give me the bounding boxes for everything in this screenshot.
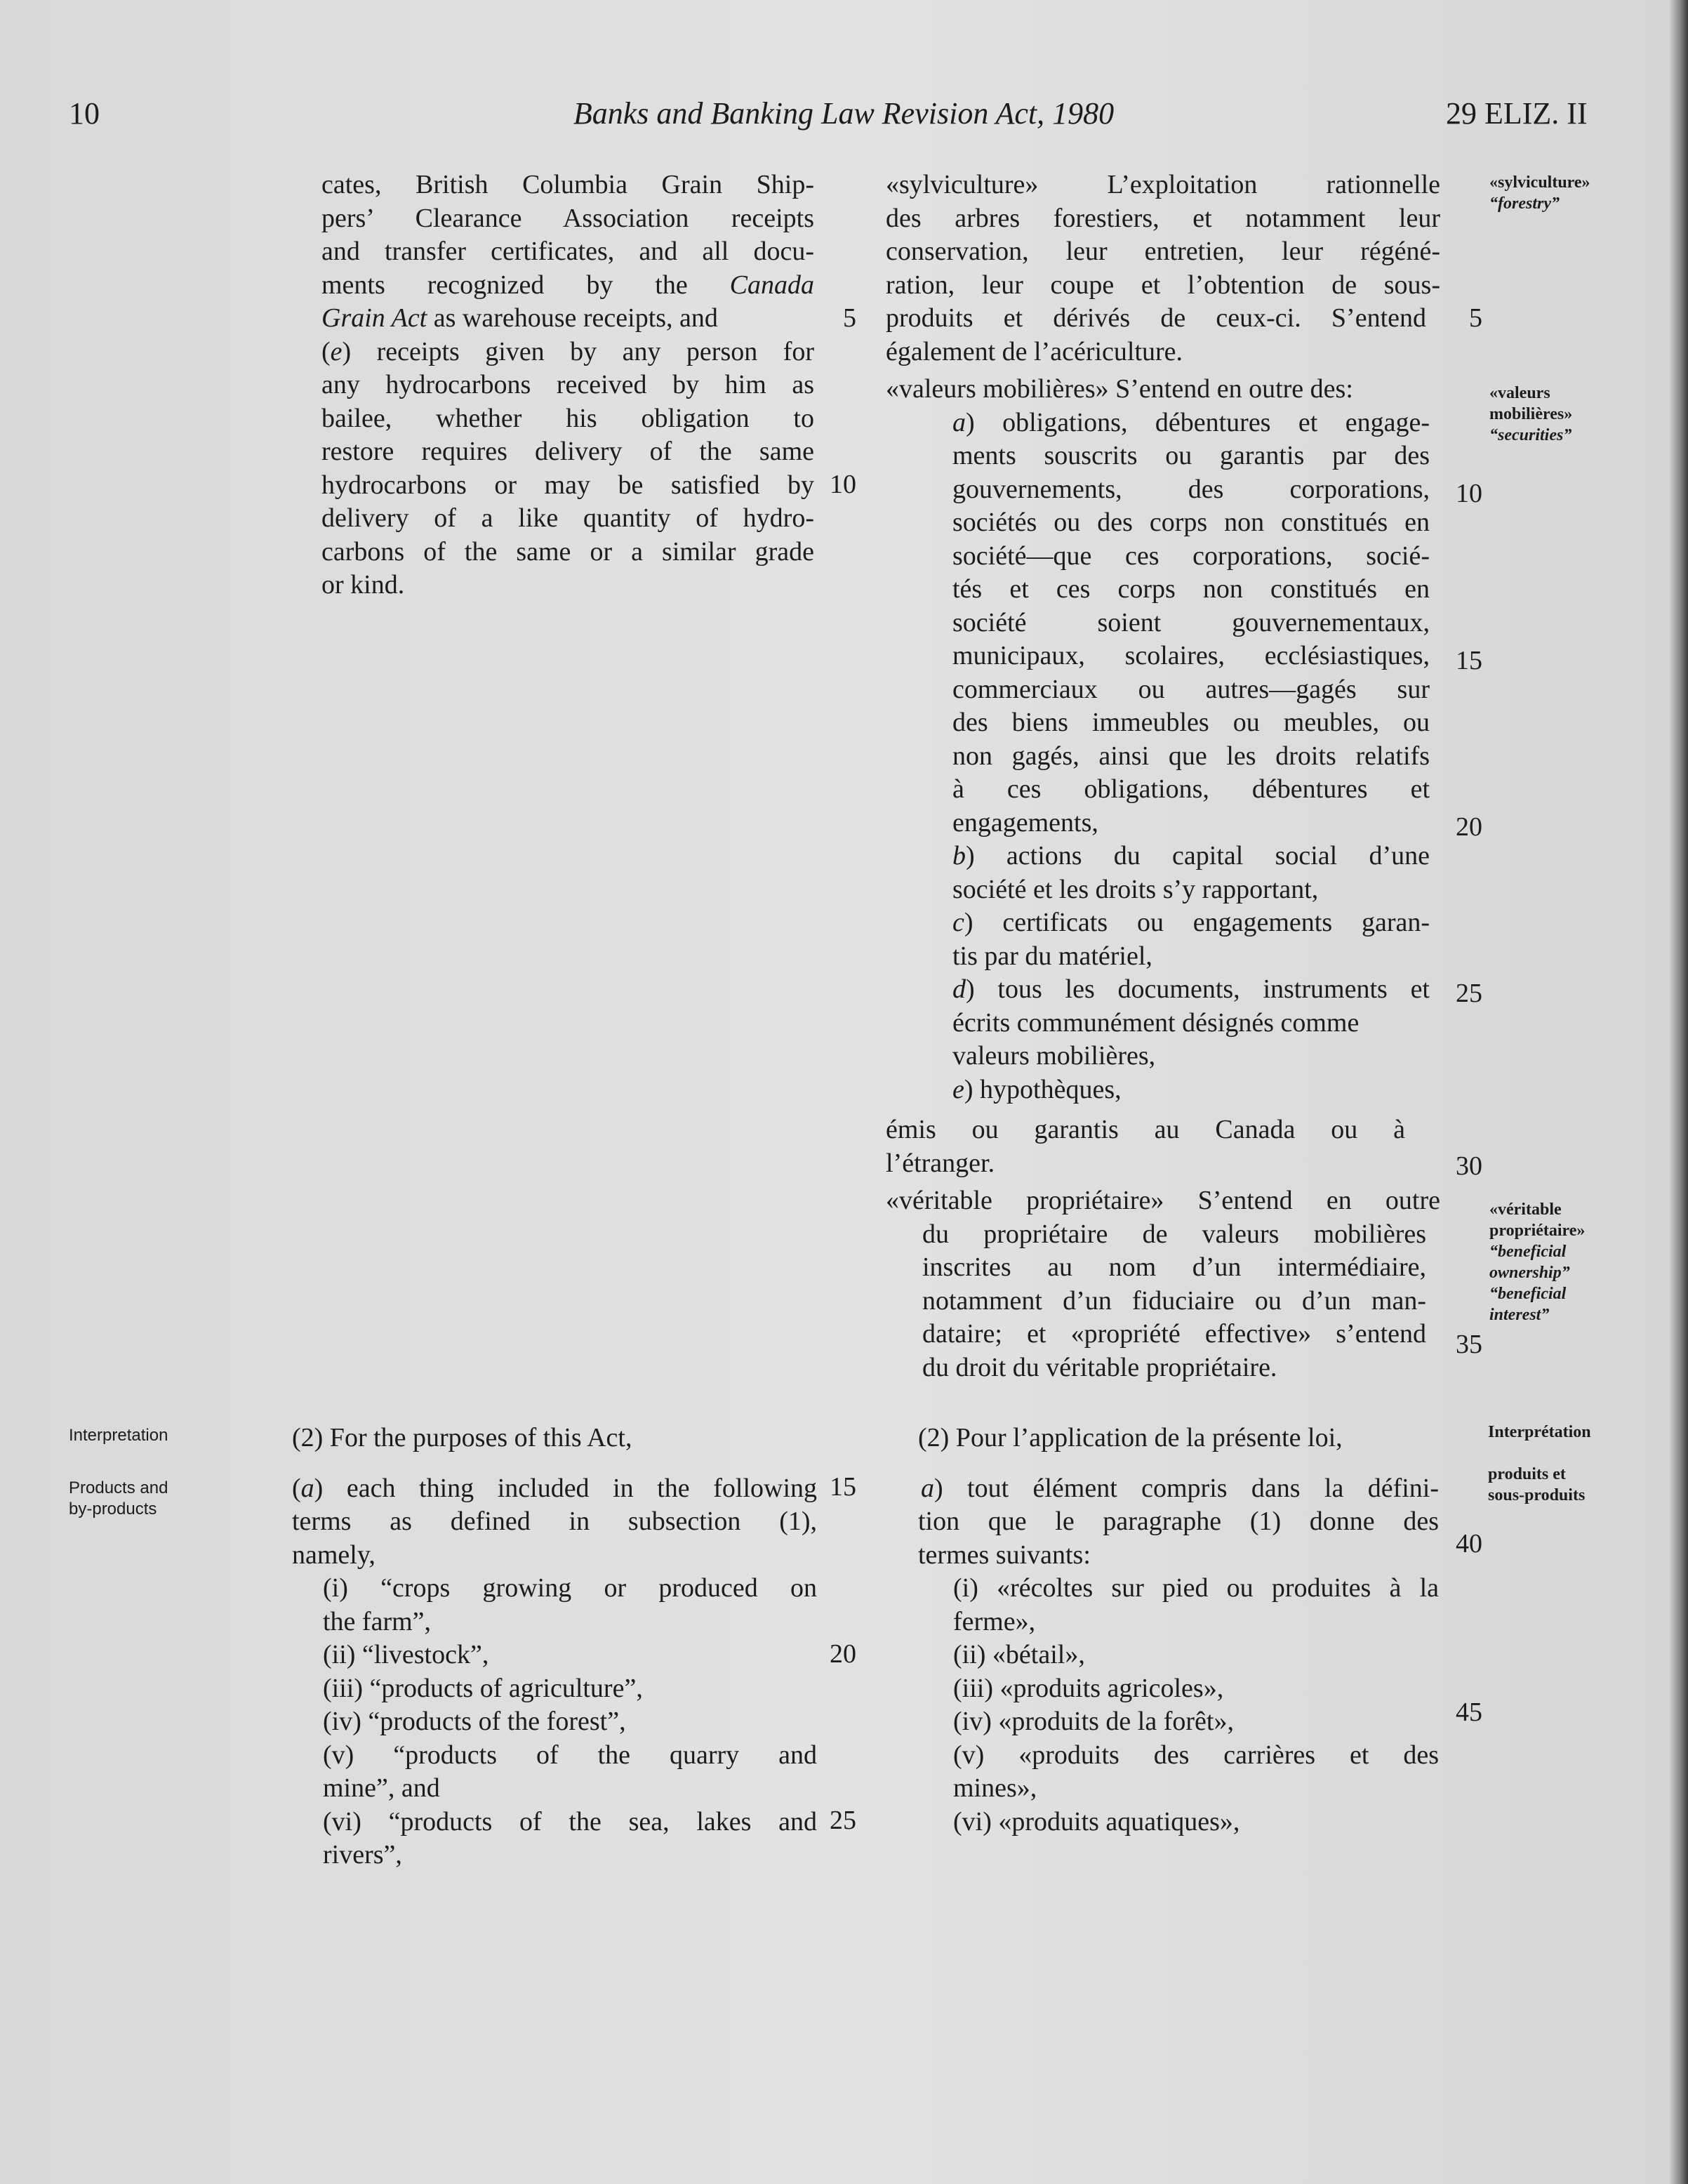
text-line: Grain Act as warehouse receipts, and [321, 303, 718, 333]
line-number: 35 [1456, 1330, 1482, 1359]
margin-note-produits [1488, 1464, 1585, 1506]
margin-term: «sylviculture» [1489, 173, 1590, 192]
line-number: 10 [1456, 479, 1482, 508]
text-line: notamment d’un fiduciaire ou d’un man- [922, 1285, 1426, 1316]
text-line: any hydrocarbons received by him as [321, 370, 814, 399]
line-number: 25 [1456, 979, 1482, 1008]
text-line: and transfer certificates, and all docu- [321, 237, 814, 266]
margin-term: produits et [1488, 1465, 1566, 1483]
text-line: (ii) «bétail», [953, 1640, 1085, 1669]
text-line: mines», [953, 1773, 1037, 1803]
text-line: gouvernements, des corporations, [952, 474, 1430, 504]
text-line: l’étranger. [886, 1148, 995, 1178]
text-line: société et les droits s’y rapportant, [952, 874, 1319, 904]
english-bottom-column [289, 1422, 817, 1872]
text-line: (i) «récoltes sur pied ou produites à la [953, 1573, 1439, 1603]
text-line: terms as defined in subsection (1), [292, 1507, 817, 1536]
text-line: (e) receipts given by any person for [321, 336, 814, 366]
text-line: (iii) “products of agriculture”, [323, 1673, 643, 1703]
text-line: du droit du véritable propriétaire. [922, 1352, 1277, 1382]
text-line: écrits communément désignés comme [952, 1007, 1360, 1038]
margin-english-term: interest” [1489, 1306, 1550, 1324]
text-line: (vi) «produits aquatiques», [953, 1806, 1240, 1836]
text-line: (ii) “livestock”, [323, 1640, 489, 1669]
margin-note-interpretation-en: Interpretation [69, 1426, 168, 1445]
text-line: des biens immeubles ou meubles, ou [952, 708, 1430, 737]
text-line: «valeurs mobilières» S’entend en outre des: [886, 374, 1353, 404]
text-line: du propriétaire de valeurs mobilières [922, 1219, 1426, 1249]
text-line: tion que le paragraphe (1) donne des [918, 1507, 1439, 1536]
text-line: inscrites au nom d’un intermédiaire, [922, 1252, 1426, 1282]
text-line: (2) Pour l’application de la présente loi, [918, 1423, 1343, 1452]
page-number: 10 [69, 96, 100, 131]
line-number: 40 [1456, 1529, 1482, 1558]
text-line: émis ou garantis au Canada ou à [886, 1115, 1405, 1144]
page-binding-edge [1670, 0, 1688, 2184]
text-line: commerciaux ou autres—gagés sur [952, 674, 1430, 704]
text-line: b) actions du capital social d’une [952, 841, 1430, 871]
text-line: «véritable propriétaire» S’entend en outre [886, 1186, 1440, 1215]
text-line: produits et dérivés de ceux-ci. S’entend [886, 303, 1426, 333]
text-line: hydrocarbons or may be satisfied by [321, 470, 814, 500]
text-line: ments recognized by the Canada [321, 270, 814, 300]
line-number: 45 [1456, 1697, 1482, 1727]
text-line: the farm”, [323, 1606, 432, 1636]
line-number: 15 [1456, 646, 1482, 675]
text-line: a) tout élément compris dans la défini- [921, 1473, 1439, 1503]
text-line: (v) “products of the quarry and [323, 1740, 817, 1770]
line-number: 5 [1469, 303, 1482, 333]
margin-term: «valeurs [1489, 384, 1550, 402]
running-title: Banks and Banking Law Revision Act, 1980 [573, 96, 1115, 131]
text-line: (a) each thing included in the following [292, 1473, 817, 1503]
text-line: namely, [292, 1540, 376, 1570]
margin-term: mobilières» [1489, 405, 1573, 423]
text-line: (iii) «produits agricoles», [953, 1673, 1224, 1703]
regnal-year: 29 ELIZ. II [1446, 96, 1588, 131]
margin-english-term: “beneficial [1489, 1285, 1567, 1303]
text-line: valeurs mobilières, [952, 1041, 1156, 1071]
text-line: (2) For the purposes of this Act, [292, 1423, 632, 1452]
text-line: (v) «produits des carrières et des [953, 1740, 1439, 1770]
text-line: e) hypothèques, [952, 1074, 1122, 1104]
line-number: 15 [830, 1472, 856, 1502]
text-line: ferme», [953, 1606, 1036, 1636]
text-line: or kind. [321, 570, 405, 600]
text-line: cates, British Columbia Grain Ship- [321, 170, 814, 199]
text-line: rivers”, [323, 1840, 402, 1869]
line-number: 10 [830, 470, 856, 499]
line-number: 20 [1456, 812, 1482, 842]
text-line: termes suivants: [918, 1540, 1091, 1570]
text-line: mine”, and [323, 1773, 440, 1803]
text-line: pers’ Clearance Association receipts [321, 203, 814, 233]
text-line: bailee, whether his obligation to [321, 403, 814, 433]
text-line: sociétés ou des corps non constitués en [952, 508, 1430, 537]
english-top-column [321, 168, 814, 602]
text-line: à ces obligations, débentures et [952, 774, 1430, 804]
margin-english-term: ownership” [1489, 1264, 1570, 1282]
text-line: engagements, [952, 807, 1098, 838]
text-line: ments souscrits ou garantis par des [952, 441, 1430, 470]
line-number: 30 [1456, 1151, 1482, 1181]
text-line: des arbres forestiers, et notamment leur [886, 203, 1440, 233]
margin-note-veritable [1489, 1199, 1585, 1325]
margin-english-term: “beneficial [1489, 1243, 1567, 1261]
text-line: a) obligations, débentures et engage- [952, 407, 1430, 437]
line-number: 20 [830, 1639, 856, 1669]
margin-note-sylviculture [1489, 172, 1590, 214]
text-line: d) tous les documents, instruments et [952, 974, 1430, 1004]
margin-english-term: “forestry” [1489, 194, 1560, 213]
text-line: (i) “crops growing or produced on [323, 1573, 817, 1603]
margin-note-interpretation-fr: Interprétation [1488, 1423, 1591, 1441]
text-line: delivery of a like quantity of hydro- [321, 503, 814, 533]
text-line: également de l’acériculture. [886, 336, 1183, 366]
text-line: carbons of the same or a similar grade [321, 536, 814, 567]
text-line: municipaux, scolaires, ecclésiastiques, [952, 641, 1430, 670]
text-line: «sylviculture» L’exploitation rationnelle [886, 170, 1440, 199]
line-number: 25 [830, 1806, 856, 1835]
margin-term: by-products [69, 1500, 157, 1518]
text-line: (vi) “products of the sea, lakes and [323, 1806, 817, 1836]
french-bottom-column [918, 1422, 1444, 1839]
text-line: non gagés, ainsi que les droits relatifs [952, 741, 1430, 771]
text-line: tés et ces corps non constitués en [952, 574, 1430, 604]
margin-term: sous-produits [1488, 1486, 1586, 1504]
margin-term: Products and [69, 1478, 168, 1497]
text-line: dataire; et «propriété effective» s’entend [922, 1319, 1426, 1349]
french-top-column [886, 168, 1440, 1384]
margin-note-valeurs [1489, 383, 1572, 446]
text-line: (iv) “products of the forest”, [323, 1707, 626, 1736]
text-line: société soient gouvernementaux, [952, 607, 1430, 637]
margin-term: propriétaire» [1489, 1222, 1586, 1240]
line-number: 5 [843, 303, 856, 333]
text-line: (iv) «produits de la forêt», [953, 1707, 1234, 1736]
text-line: restore requires delivery of the same [321, 437, 814, 466]
text-line: ration, leur coupe et l’obtention de sous- [886, 270, 1440, 300]
text-line: conservation, leur entretien, leur régéné- [886, 237, 1440, 266]
text-line: c) certificats ou engagements garan- [952, 908, 1430, 937]
text-line: société—que ces corporations, socié- [952, 541, 1430, 571]
margin-term: «véritable [1489, 1200, 1562, 1219]
text-line: tis par du matériel, [952, 941, 1152, 971]
margin-english-term: “securities” [1489, 426, 1572, 444]
margin-note-products [69, 1478, 168, 1520]
